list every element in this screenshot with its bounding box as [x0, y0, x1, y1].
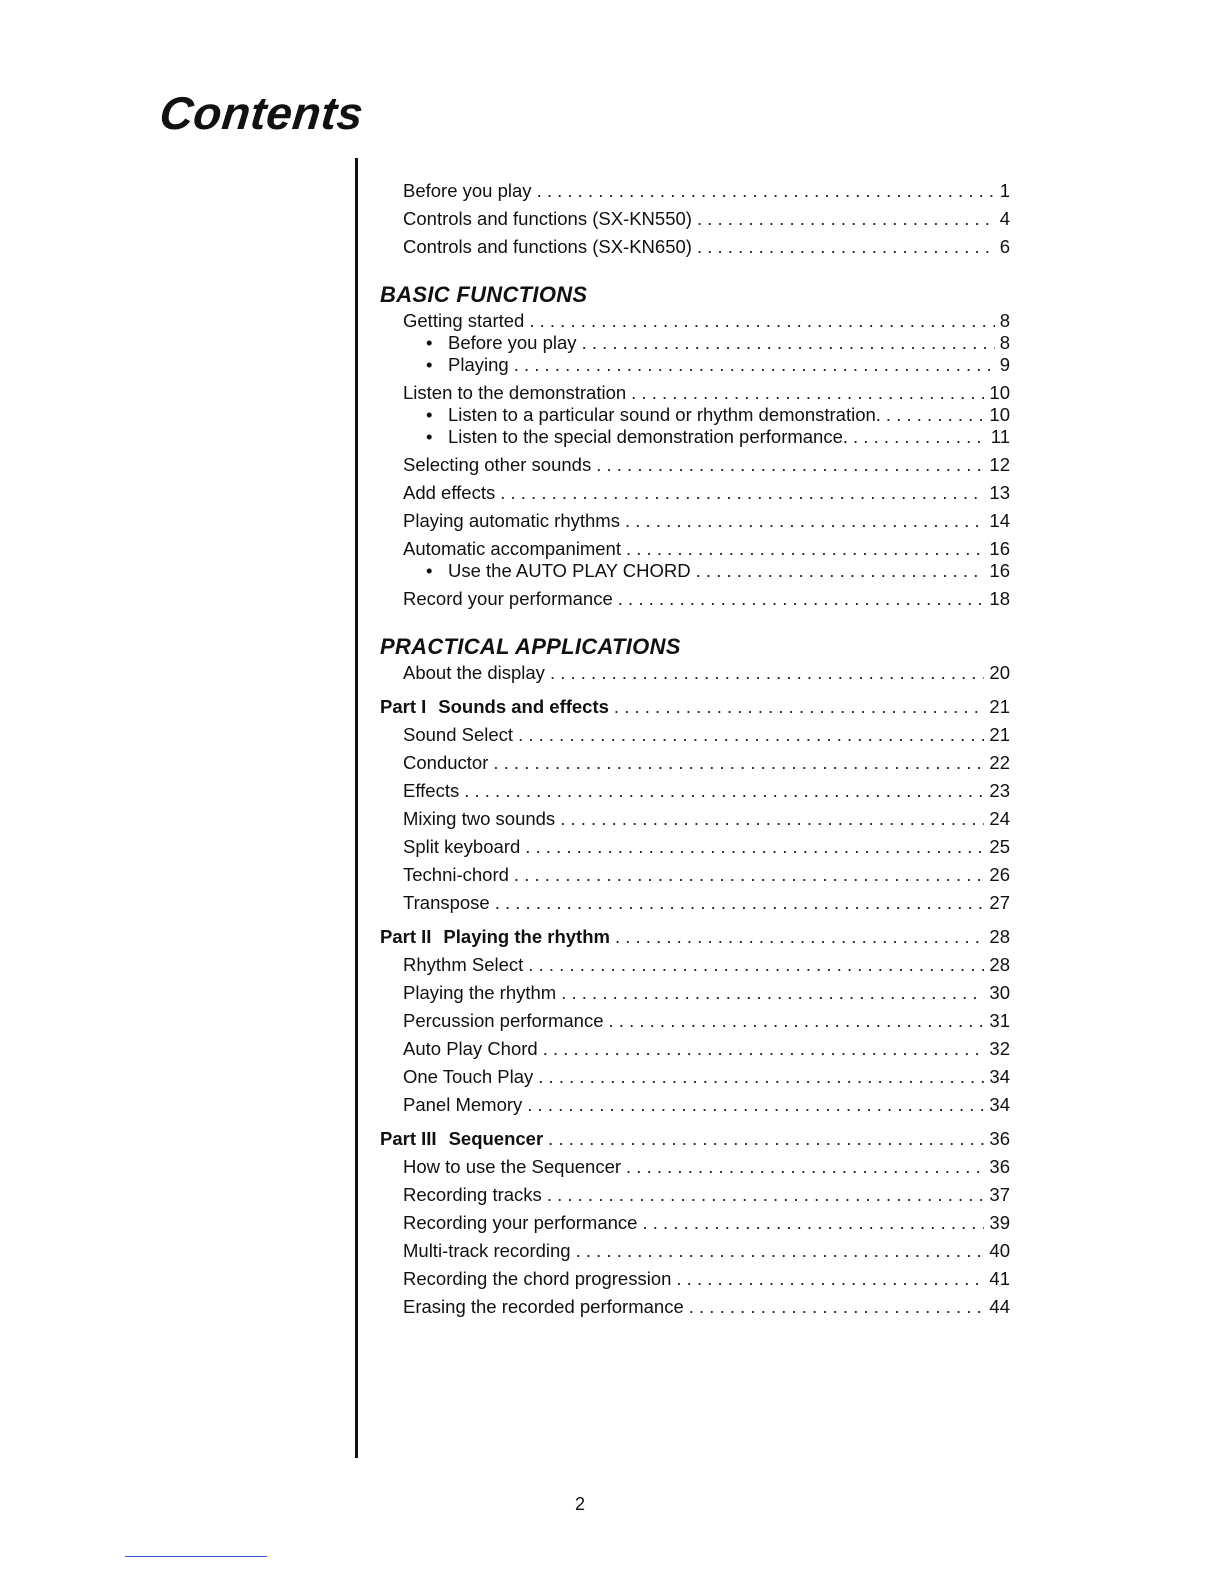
entry-page-number: 21	[989, 696, 1010, 717]
dot-leader	[626, 1156, 984, 1178]
entry-label: About the display	[403, 662, 545, 683]
entry-label: How to use the Sequencer	[403, 1156, 622, 1177]
toc-entry[interactable]	[380, 982, 1010, 1004]
entry-page-number: 12	[989, 454, 1010, 475]
entry-page-number: 28	[989, 954, 1010, 975]
entry-page-number: 25	[989, 836, 1010, 857]
entry-label: Erasing the recorded performance	[403, 1296, 684, 1317]
entry-label: One Touch Play	[403, 1066, 534, 1087]
entry-page-number: 44	[989, 1296, 1010, 1317]
dot-leader	[550, 662, 984, 684]
entry-label: Conductor	[403, 752, 489, 773]
toc-entry[interactable]	[380, 1094, 1010, 1116]
entry-page-number: 6	[999, 236, 1010, 257]
entry-page-number: 13	[989, 482, 1010, 503]
entry-label: Add effects	[403, 482, 496, 503]
intro-entries	[380, 180, 1010, 258]
toc-entry[interactable]	[380, 382, 1010, 404]
toc-entry[interactable]	[380, 1268, 1010, 1290]
dot-leader	[464, 780, 984, 802]
dot-leader	[696, 560, 985, 582]
entry-label: Recording the chord progression	[403, 1268, 672, 1289]
entry-page-number: 41	[989, 1268, 1010, 1289]
section-heading-practical-applications: PRACTICAL APPLICATIONS	[380, 634, 681, 659]
dot-leader	[538, 1066, 984, 1088]
toc-entry[interactable]	[380, 236, 1010, 258]
toc-entry[interactable]	[380, 808, 1010, 830]
entry-page-number: 14	[989, 510, 1010, 531]
part-number: Part I	[380, 696, 427, 717]
toc-entry[interactable]	[380, 662, 1010, 684]
toc-entry[interactable]	[380, 454, 1010, 476]
dot-leader	[518, 724, 984, 746]
entry-label: Playing automatic rhythms	[403, 510, 620, 531]
dot-leader	[514, 864, 985, 886]
table-of-contents	[380, 180, 1010, 1318]
toc-entry[interactable]	[380, 752, 1010, 774]
bullet-icon: •	[426, 560, 433, 581]
entry-page-number: 31	[989, 1010, 1010, 1031]
entry-page-number: 10	[989, 382, 1010, 403]
entry-label: Controls and functions (SX-KN650)	[403, 236, 692, 257]
dot-leader	[609, 1010, 985, 1032]
dot-leader	[543, 1038, 985, 1060]
entry-label: Controls and functions (SX-KN550)	[403, 208, 692, 229]
entry-page-number: 34	[989, 1066, 1010, 1087]
entry-label: Effects	[403, 780, 460, 801]
entry-label: Part I Sounds and effects	[380, 696, 609, 717]
entry-page-number: 37	[989, 1184, 1010, 1205]
entry-page-number: 10	[989, 404, 1010, 425]
entry-label: Percussion performance	[403, 1010, 604, 1031]
entry-page-number: 28	[989, 926, 1010, 947]
entry-page-number: 34	[989, 1094, 1010, 1115]
dot-leader	[886, 404, 985, 426]
entry-label: Getting started	[403, 310, 525, 331]
dot-leader	[618, 588, 985, 610]
toc-entry[interactable]	[380, 1156, 1010, 1178]
toc-entry[interactable]	[380, 1184, 1010, 1206]
entry-page-number: 24	[989, 808, 1010, 829]
dot-leader	[547, 1184, 985, 1206]
entry-label: Selecting other sounds	[403, 454, 592, 475]
bullet-icon: •	[426, 426, 433, 447]
dot-leader	[548, 1128, 984, 1150]
entry-label: Listen to the demonstration	[403, 382, 627, 403]
page-title: Contents	[157, 87, 367, 139]
entry-page-number: 39	[989, 1212, 1010, 1233]
entry-label: Recording your performance	[403, 1212, 638, 1233]
entry-label: Multi-track recording	[403, 1240, 571, 1261]
page-number: 2	[574, 1494, 585, 1514]
entry-label: Rhythm Select	[403, 954, 524, 975]
dot-leader	[853, 426, 986, 448]
entry-label: • Before you play	[426, 332, 577, 353]
entry-label: Transpose	[403, 892, 490, 913]
entry-page-number: 1	[999, 180, 1010, 201]
entry-label: Playing the rhythm	[403, 982, 557, 1003]
toc-entry[interactable]	[380, 1038, 1010, 1060]
dot-leader	[514, 354, 995, 376]
dot-leader	[596, 454, 984, 476]
practical-applications-entries	[380, 662, 1010, 1318]
bullet-icon: •	[426, 354, 433, 375]
entry-page-number: 36	[989, 1156, 1010, 1177]
dot-leader	[500, 482, 984, 504]
toc-entry[interactable]	[380, 864, 1010, 886]
toc-entry[interactable]	[380, 724, 1010, 746]
toc-entry[interactable]	[380, 538, 1010, 560]
dot-leader	[561, 982, 984, 1004]
entry-label: Mixing two sounds	[403, 808, 556, 829]
dot-leader	[697, 208, 995, 230]
toc-subentry[interactable]	[380, 560, 1010, 582]
entry-label: Techni-chord	[403, 864, 509, 885]
dot-leader	[528, 954, 984, 976]
dot-leader	[697, 236, 995, 258]
entry-page-number: 36	[989, 1128, 1010, 1149]
section-heading-basic-functions: BASIC FUNCTIONS	[380, 282, 588, 307]
toc-subentry[interactable]	[380, 332, 1010, 354]
toc-subentry[interactable]	[380, 354, 1010, 376]
toc-part-entry[interactable]	[380, 696, 1010, 718]
entry-page-number: 23	[989, 780, 1010, 801]
dot-leader	[495, 892, 985, 914]
entry-label: Part II Playing the rhythm	[380, 926, 610, 947]
dot-leader	[493, 752, 984, 774]
bullet-icon: •	[426, 404, 433, 425]
toc-subentry[interactable]	[380, 404, 1010, 426]
entry-page-number: 30	[989, 982, 1010, 1003]
entry-page-number: 16	[989, 560, 1010, 581]
dot-leader	[625, 510, 984, 532]
entry-page-number: 20	[989, 662, 1010, 683]
dot-leader	[626, 538, 984, 560]
toc-entry[interactable]	[380, 1066, 1010, 1088]
toc-entry[interactable]	[380, 1212, 1010, 1234]
footer-link-underline	[125, 1556, 267, 1557]
entry-label: Panel Memory	[403, 1094, 523, 1115]
toc-entry[interactable]	[380, 310, 1010, 332]
entry-label: Recording tracks	[403, 1184, 542, 1205]
bullet-icon: •	[426, 332, 433, 353]
dot-leader	[676, 1268, 984, 1290]
toc-entry[interactable]	[380, 836, 1010, 858]
vertical-rule	[355, 158, 358, 1458]
entry-label: Record your performance	[403, 588, 613, 609]
part-number: Part II	[380, 926, 432, 947]
entry-page-number: 40	[989, 1240, 1010, 1261]
entry-page-number: 8	[999, 310, 1010, 331]
entry-page-number: 9	[999, 354, 1010, 375]
entry-label: • Listen to a particular sound or rhythm demonstration.	[426, 404, 881, 425]
entry-page-number: 11	[990, 426, 1010, 447]
entry-label: Automatic accompaniment	[403, 538, 621, 559]
dot-leader	[527, 1094, 984, 1116]
toc-subentry[interactable]	[380, 426, 1010, 448]
entry-page-number: 22	[989, 752, 1010, 773]
toc-entry[interactable]	[380, 482, 1010, 504]
entry-page-number: 8	[999, 332, 1010, 353]
basic-functions-entries	[380, 310, 1010, 610]
entry-page-number: 27	[989, 892, 1010, 913]
dot-leader	[582, 332, 995, 354]
entry-label: Before you play	[403, 180, 532, 201]
dot-leader	[642, 1212, 984, 1234]
dot-leader	[631, 382, 984, 404]
dot-leader	[560, 808, 984, 830]
toc-entry[interactable]	[380, 208, 1010, 230]
dot-leader	[529, 310, 994, 332]
toc-entry[interactable]	[380, 1010, 1010, 1032]
dot-leader	[614, 696, 985, 718]
toc-part-entry[interactable]	[380, 1128, 1010, 1150]
entry-page-number: 32	[989, 1038, 1010, 1059]
entry-label: Split keyboard	[403, 836, 521, 857]
dot-leader	[615, 926, 984, 948]
dot-leader	[537, 180, 995, 202]
entry-label: Sound Select	[403, 724, 514, 745]
toc-part-entry[interactable]	[380, 926, 1010, 948]
entry-label: Auto Play Chord	[403, 1038, 538, 1059]
toc-entry[interactable]	[380, 780, 1010, 802]
entry-label: • Playing	[426, 354, 509, 375]
part-number: Part III	[380, 1128, 437, 1149]
toc-entry[interactable]	[380, 180, 1010, 202]
toc-entry[interactable]	[380, 1296, 1010, 1318]
entry-page-number: 18	[989, 588, 1010, 609]
entry-page-number: 26	[989, 864, 1010, 885]
toc-entry[interactable]	[380, 588, 1010, 610]
toc-entry[interactable]	[380, 510, 1010, 532]
dot-leader	[576, 1240, 985, 1262]
entry-page-number: 16	[989, 538, 1010, 559]
toc-entry[interactable]	[380, 1240, 1010, 1262]
dot-leader	[525, 836, 984, 858]
toc-entry[interactable]	[380, 892, 1010, 914]
entry-label: • Listen to the special demonstration performance.	[426, 426, 849, 447]
entry-label: • Use the AUTO PLAY CHORD	[426, 560, 691, 581]
dot-leader	[689, 1296, 985, 1318]
entry-page-number: 4	[999, 208, 1010, 229]
entry-page-number: 21	[989, 724, 1010, 745]
toc-entry[interactable]	[380, 954, 1010, 976]
entry-label: Part III Sequencer	[380, 1128, 544, 1149]
